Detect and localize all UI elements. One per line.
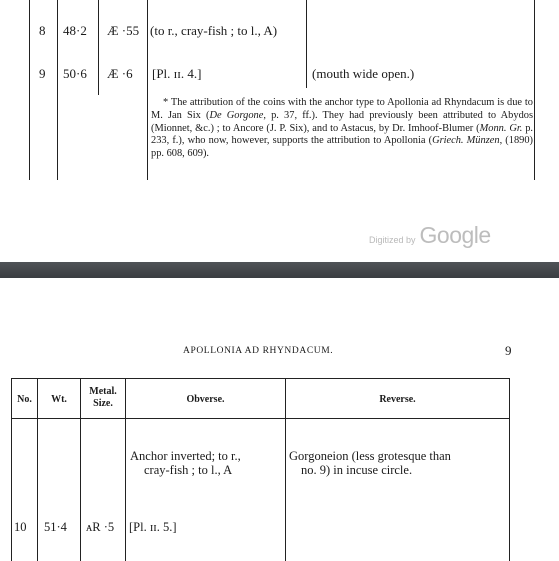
digitized-label: Digitized by: [369, 235, 416, 245]
column-rule: [534, 0, 535, 180]
footnote-citation: Griech. Münzen: [432, 135, 500, 147]
footnote-citation: Monn. Gr.: [479, 122, 523, 134]
footnote-citation: De Gorgone: [209, 109, 264, 121]
google-logo: Google: [419, 222, 491, 248]
footnote-text: , (1890) pp. 608, 609).: [151, 135, 533, 160]
column-rule: [29, 0, 30, 180]
page-number: 9: [505, 343, 512, 358]
row-10-metal-size: ᴀR ·5: [86, 520, 115, 534]
row-9-weight: 50·6: [63, 66, 87, 81]
table-header-rule: [11, 418, 509, 419]
column-rule: [285, 378, 286, 561]
row-10-no: 10: [14, 520, 27, 534]
row-10-reverse-line2: no. 9) in incuse circle.: [301, 463, 413, 477]
row-9-obverse-plate: [Pl. ɪɪ. 4.]: [152, 66, 202, 81]
row-8-obverse: (to r., cray-fish ; to l., A): [150, 23, 278, 38]
row-9-reverse: (mouth wide open.): [312, 66, 415, 81]
row-8-metal-size: Æ ·55: [107, 23, 140, 38]
footnote-text: The attribution of the coins with the anchor type to Apollonia ad Rhyndacum is due to M. Jan Six (: [151, 97, 533, 121]
column-rule: [509, 378, 510, 561]
header-size: Size.: [93, 398, 113, 409]
column-rule: [11, 378, 12, 561]
row-8-weight: 48·2: [63, 23, 87, 38]
footnote-marker: *: [163, 97, 169, 108]
header-obverse: Obverse.: [186, 394, 225, 405]
footnote-text: , p. 37, ff.). They had previously been attributed to Abydos (Mionnet, &c.) ; to Ancore (J. P. Six), and to Astacus, by Dr. Imhoof-Blumer (: [151, 109, 533, 134]
column-rule: [125, 378, 126, 561]
row-10-obverse-line1: Anchor inverted; to r.,: [130, 449, 241, 463]
column-rule: [306, 0, 307, 88]
column-rule: [57, 0, 58, 180]
page-divider: [0, 262, 559, 278]
row-9-metal-size: Æ ·6: [107, 66, 133, 81]
row-10-reverse-line1: Gorgoneion (less grotesque than: [289, 449, 451, 463]
row-10-obverse-line2: cray-fish ; to l., A: [144, 463, 233, 477]
running-header: APOLLONIA AD RHYNDACUM.: [183, 346, 334, 356]
footnote-text: p. 233, f.), who now, however, supports the attribution to Apollonia (: [151, 122, 533, 147]
row-10-weight: 51·4: [44, 520, 67, 534]
row-10-plate: [Pl. ɪɪ. 5.]: [129, 520, 177, 534]
column-rule: [37, 378, 38, 561]
footnote: [151, 97, 533, 161]
digitized-watermark: [369, 222, 491, 249]
header-no: No.: [17, 394, 32, 405]
header-reverse: Reverse.: [379, 394, 416, 405]
row-9-no: 9: [39, 66, 46, 81]
header-weight: Wt.: [51, 394, 67, 405]
header-metal: Metal.: [89, 386, 117, 397]
row-8-no: 8: [39, 23, 46, 38]
column-rule: [147, 0, 148, 180]
column-rule: [98, 0, 99, 95]
table-top-rule: [11, 378, 509, 379]
